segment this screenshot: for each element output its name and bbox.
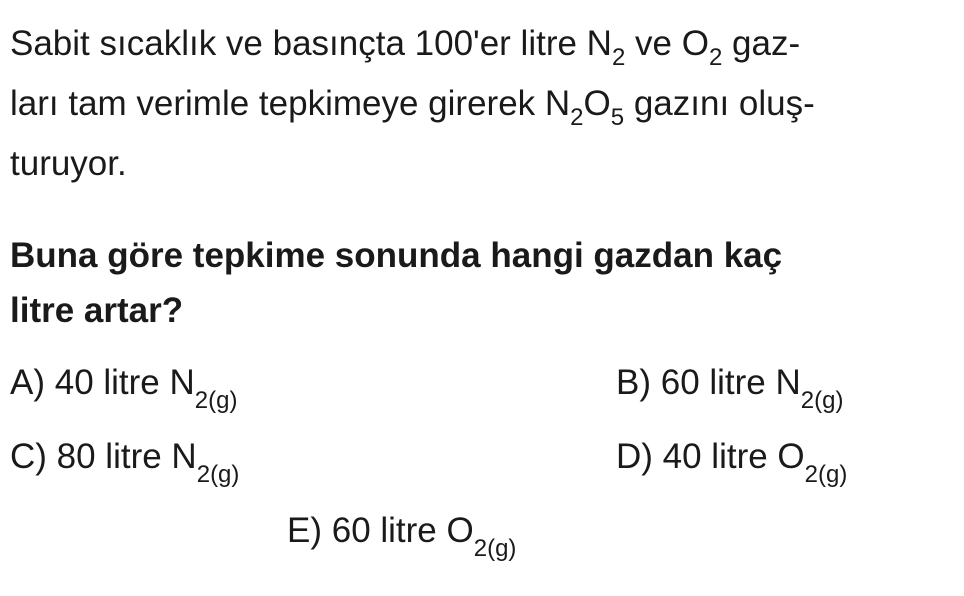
question-text (10, 14, 922, 194)
option-label: D) 40 litre O (616, 437, 805, 476)
question-part: turuyor. (10, 144, 127, 183)
question-part: Sabit sıcaklık ve basınçta 100'er litre N (10, 24, 612, 63)
question-part: O (583, 84, 611, 123)
subscript: 2 (611, 44, 626, 71)
option-a[interactable] (10, 363, 238, 414)
option-c[interactable] (10, 437, 240, 488)
prompt-line: Buna göre tepkime sonunda hangi gazdan kaç (10, 236, 783, 275)
subscript: 2(g) (804, 461, 848, 488)
question-part: ve O (625, 24, 709, 63)
question-part: gazını oluş- (624, 84, 815, 123)
subscript: 2 (570, 104, 584, 131)
option-b[interactable] (616, 363, 844, 414)
option-d[interactable] (616, 437, 848, 488)
option-label: A) 40 litre N (10, 363, 195, 402)
question-part: gaz- (722, 24, 801, 63)
option-label: E) 60 litre O (287, 511, 474, 550)
option-e[interactable] (287, 511, 517, 562)
prompt-line: litre artar? (10, 291, 184, 330)
subscript: 5 (610, 104, 625, 131)
subscript: 2 (708, 44, 723, 71)
subscript: 2(g) (473, 535, 517, 562)
option-label: C) 80 litre N (10, 437, 197, 476)
question-prompt (10, 228, 922, 338)
subscript: 2(g) (194, 387, 238, 414)
subscript: 2(g) (196, 461, 240, 488)
subscript: 2(g) (800, 387, 844, 414)
question-part: ları tam verimle tepkimeye girerek N (10, 84, 571, 123)
option-label: B) 60 litre N (616, 363, 801, 402)
